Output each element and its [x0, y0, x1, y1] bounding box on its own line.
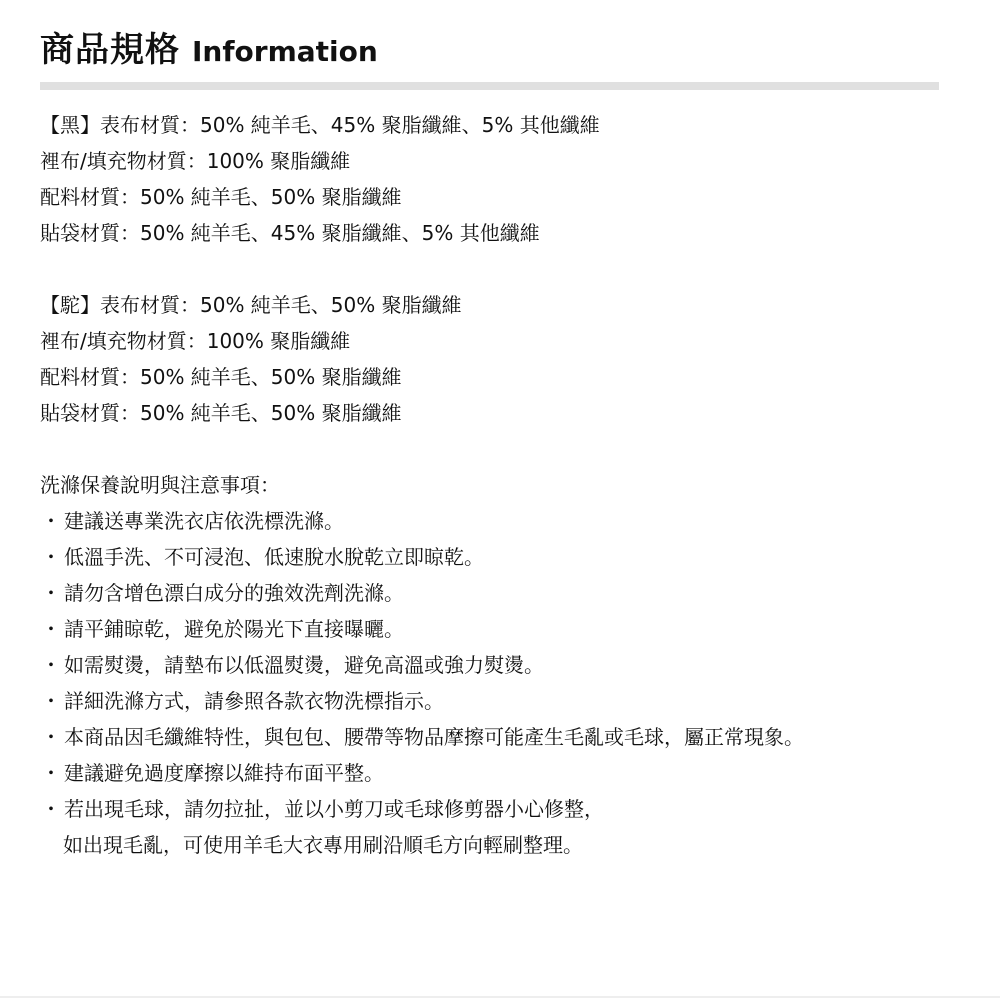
care-heading: 洗滌保養說明與注意事項：	[40, 473, 280, 497]
care-item	[40, 755, 940, 791]
spec-line: 裡布/填充物材質：100% 聚脂纖維	[40, 329, 351, 353]
care-item	[40, 719, 940, 755]
spec-line: 配料材質：50% 純羊毛、50% 聚脂纖維	[40, 365, 402, 389]
care-item	[40, 503, 940, 539]
spec-line: 貼袋材質：50% 純羊毛、50% 聚脂纖維	[40, 401, 402, 425]
bullet-dot: ・	[41, 509, 61, 533]
care-item-text: 請勿含增色漂白成分的強效洗劑洗滌。	[64, 581, 404, 605]
care-item	[40, 683, 940, 719]
page-bottom-divider	[0, 996, 1000, 998]
care-item-continuation: 如出現毛亂，可使用羊毛大衣專用刷沿順毛方向輕刷整理。	[63, 833, 583, 857]
bullet-dot: ・	[41, 725, 61, 749]
care-item-text: 建議送專業洗衣店依洗標洗滌。	[64, 509, 344, 533]
bullet-dot: ・	[41, 545, 61, 569]
page-header	[40, 22, 378, 71]
spec-line: 【駝】表布材質：50% 純羊毛、50% 聚脂纖維	[40, 293, 462, 317]
spec-section-camel	[40, 287, 940, 431]
page-title-zh: 商品規格	[40, 30, 180, 70]
bullet-dot: ・	[41, 653, 61, 677]
bullet-dot: ・	[41, 689, 61, 713]
care-item-text: 請平鋪晾乾，避免於陽光下直接曝曬。	[64, 617, 404, 641]
care-item-text: 建議避免過度摩擦以維持布面平整。	[64, 761, 384, 785]
care-item	[40, 647, 940, 683]
section-spacer	[40, 251, 940, 287]
care-item-text: 如需熨燙，請墊布以低溫熨燙，避免高溫或強力熨燙。	[64, 653, 544, 677]
care-item-text: 若出現毛球，請勿拉扯，並以小剪刀或毛球修剪器小心修整，	[64, 797, 604, 821]
care-item	[40, 539, 940, 575]
spec-content	[40, 107, 940, 863]
care-section	[40, 467, 940, 863]
bullet-dot: ・	[41, 581, 61, 605]
care-item-text: 本商品因毛纖維特性，與包包、腰帶等物品摩擦可能產生毛亂或毛球，屬正常現象。	[64, 725, 804, 749]
spec-line: 【黑】表布材質：50% 純羊毛、45% 聚脂纖維、5% 其他纖維	[40, 113, 600, 137]
care-item-text: 低溫手洗、不可浸泡、低速脫水脫乾立即晾乾。	[64, 545, 484, 569]
care-item	[40, 611, 940, 647]
care-item-text: 詳細洗滌方式，請參照各款衣物洗標指示。	[64, 689, 444, 713]
spec-line: 裡布/填充物材質：100% 聚脂纖維	[40, 149, 351, 173]
header-divider	[40, 82, 939, 90]
spec-line: 配料材質：50% 純羊毛、50% 聚脂纖維	[40, 185, 402, 209]
section-spacer	[40, 431, 940, 467]
page-title-en: Information	[192, 35, 378, 68]
care-item	[40, 575, 940, 611]
bullet-dot: ・	[41, 797, 61, 821]
bullet-dot: ・	[41, 617, 61, 641]
bullet-dot: ・	[41, 761, 61, 785]
spec-line: 貼袋材質：50% 純羊毛、45% 聚脂纖維、5% 其他纖維	[40, 221, 540, 245]
spec-section-black	[40, 107, 940, 251]
care-item	[40, 791, 940, 827]
